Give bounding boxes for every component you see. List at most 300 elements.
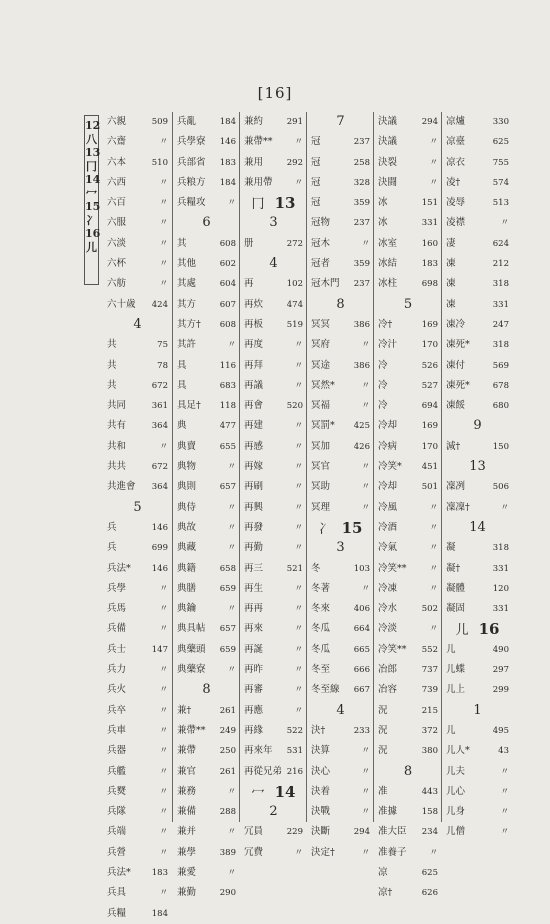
entry-page-number: 233 (353, 725, 370, 736)
index-entry (240, 640, 307, 660)
entry-page-number: 〃 (227, 522, 236, 533)
entry-page-number: 〃 (294, 705, 303, 716)
entry-term: 兼勤 (177, 887, 197, 899)
entry-term: 況 (378, 704, 388, 716)
index-entry (442, 782, 513, 802)
index-entry (173, 132, 240, 152)
index-entry (442, 396, 513, 416)
entry-page-number: 〃 (294, 644, 303, 655)
index-entry (307, 802, 374, 822)
entry-page-number: 〃 (159, 847, 168, 858)
entry-page-number: 〃 (159, 583, 168, 594)
entry-term: 冠 (311, 197, 321, 209)
entry-page-number: 297 (492, 665, 509, 676)
entry-page-number: 608 (219, 319, 236, 330)
entry-page-number: 665 (353, 644, 370, 655)
index-entry (240, 822, 307, 842)
entry-term: 再建 (244, 420, 264, 432)
entry-page-number: 237 (353, 137, 370, 148)
index-entry (374, 254, 442, 274)
index-entry (374, 457, 442, 477)
entry-page-number: 607 (219, 299, 236, 310)
index-entry (240, 762, 307, 782)
index-entry (103, 477, 172, 497)
entry-term: 凍餒 (446, 400, 466, 412)
index-entry (240, 234, 307, 254)
index-entry (374, 173, 442, 193)
index-entry (442, 660, 513, 680)
index-entry (240, 295, 307, 315)
section-heading-label: 4 (269, 256, 278, 272)
entry-term: 兼† (177, 704, 192, 716)
entry-page-number: 〃 (159, 441, 168, 452)
entry-term: 六服 (107, 217, 127, 229)
entry-page-number: 672 (151, 462, 168, 473)
section-heading-label: 6 (202, 215, 211, 231)
entry-term: 兼帶 (177, 745, 197, 757)
entry-page-number: 〃 (429, 847, 438, 858)
entry-term: 共 (107, 359, 117, 371)
entry-page-number: 330 (492, 117, 509, 127)
index-entry (442, 762, 513, 782)
entry-term: 再再 (244, 603, 264, 615)
thumb-index-entry: 13 (85, 146, 101, 159)
entry-term: 決闘 (378, 176, 398, 188)
entry-term: 冰柱 (378, 278, 398, 290)
index-entry (307, 619, 374, 639)
index-entry (442, 213, 513, 233)
entry-page-number: 〃 (500, 218, 509, 229)
entry-term: 兵燹 (107, 785, 127, 797)
section-heading (307, 295, 374, 315)
entry-term: 再應 (244, 704, 264, 716)
index-entry (173, 599, 240, 619)
entry-page-number: 〃 (500, 786, 509, 797)
index-entry (103, 193, 172, 213)
index-entry (374, 559, 442, 579)
entry-page-number: 〃 (361, 482, 370, 493)
index-entry (103, 538, 172, 558)
entry-term: 兵 (107, 542, 117, 554)
entry-page-number: 184 (151, 908, 168, 919)
index-entry (442, 640, 513, 660)
entry-page-number: 75 (157, 340, 168, 351)
entry-page-number: 372 (421, 725, 438, 736)
index-entry (442, 721, 513, 741)
entry-term: 兵士 (107, 643, 127, 655)
radical-thumb-index (84, 115, 99, 285)
index-entry (374, 274, 442, 294)
entry-term: 兵器 (107, 745, 127, 757)
entry-page-number: 443 (421, 786, 438, 797)
index-entry (442, 274, 513, 294)
index-entry (173, 762, 240, 782)
entry-term: 冷 (378, 400, 388, 412)
entry-page-number: 509 (151, 117, 168, 127)
entry-page-number: 294 (353, 827, 370, 838)
index-entry (173, 863, 240, 883)
entry-term: 典物 (177, 461, 197, 473)
index-entry (240, 498, 307, 518)
index-entry (307, 193, 374, 213)
entry-page-number: 258 (353, 157, 370, 168)
entry-page-number: 294 (421, 117, 438, 127)
index-entry (173, 741, 240, 761)
section-heading (103, 315, 172, 335)
entry-term: 兼用帶 (244, 176, 273, 188)
index-entry (173, 457, 240, 477)
section-heading (307, 538, 374, 558)
section-heading (173, 680, 240, 700)
entry-page-number: 249 (219, 725, 236, 736)
entry-term: 冰 (378, 217, 388, 229)
section-heading-label: 冖 14 (251, 782, 296, 801)
entry-page-number: 602 (219, 259, 236, 270)
index-entry (374, 721, 442, 741)
entry-page-number: 116 (219, 360, 236, 371)
entry-page-number: 655 (219, 441, 236, 452)
entry-term: 兼帶** (244, 136, 273, 148)
entry-term: 冷病 (378, 440, 398, 452)
index-entry (240, 173, 307, 193)
entry-page-number: 〃 (429, 157, 438, 168)
index-entry (173, 153, 240, 173)
index-entry (307, 437, 374, 457)
entry-term: 再來 (244, 623, 264, 635)
entry-page-number: 657 (219, 624, 236, 635)
entry-page-number: 〃 (361, 238, 370, 249)
entry-page-number: 〃 (227, 665, 236, 676)
index-entry (103, 173, 172, 193)
index-entry (307, 254, 374, 274)
entry-page-number: 〃 (294, 665, 303, 676)
entry-page-number: 170 (421, 340, 438, 351)
entry-page-number: 506 (492, 482, 509, 493)
entry-page-number: 364 (151, 421, 168, 432)
entry-page-number: 672 (151, 380, 168, 391)
entry-term: 冥然* (311, 379, 335, 391)
index-entry (307, 315, 374, 335)
entry-page-number: 520 (286, 401, 303, 412)
entry-term: 凉爐 (446, 116, 466, 127)
entry-term: 儿蝶 (446, 664, 466, 676)
entry-page-number: 552 (421, 644, 438, 655)
entry-term: 其他 (177, 258, 197, 270)
entry-page-number: 〃 (500, 502, 509, 513)
index-entry (374, 619, 442, 639)
entry-term: 兵車 (107, 724, 127, 736)
entry-page-number: 667 (353, 685, 370, 696)
entry-term: 冷笑** (378, 562, 407, 574)
index-entry (103, 416, 172, 436)
thumb-index-entry: 14 (85, 173, 101, 186)
index-entry (442, 498, 513, 518)
index-entry (374, 193, 442, 213)
index-entry (307, 213, 374, 233)
entry-page-number: 331 (492, 604, 509, 615)
entry-term: 冷風 (378, 501, 398, 513)
index-entry (103, 619, 172, 639)
entry-page-number: 183 (219, 157, 236, 168)
entry-page-number: 247 (492, 319, 509, 330)
radical-number: 16 (478, 620, 500, 639)
entry-page-number: 〃 (429, 583, 438, 594)
entry-page-number: 291 (286, 117, 303, 127)
entry-term: 凉衣 (446, 156, 466, 168)
entry-term: 冷却 (378, 420, 398, 432)
radical-number: 15 (341, 518, 363, 537)
thumb-index-entry: 冂 (86, 159, 97, 173)
thumb-index-entry: 冖 (86, 186, 97, 200)
index-entry (240, 153, 307, 173)
entry-term: 凜凜† (446, 501, 470, 513)
entry-term: 冰 (378, 197, 388, 209)
section-heading-label: 7 (336, 114, 345, 129)
entry-page-number: 103 (353, 563, 370, 574)
index-entry (442, 599, 513, 619)
section-heading (442, 457, 513, 477)
index-entry (103, 396, 172, 416)
entry-page-number: 〃 (227, 340, 236, 351)
index-entry (173, 416, 240, 436)
index-entry (442, 295, 513, 315)
index-entry (374, 132, 442, 152)
entry-page-number: 〃 (227, 198, 236, 209)
entry-page-number: 〃 (429, 624, 438, 635)
entry-term: 冠木 (311, 237, 331, 249)
index-entry (307, 335, 374, 355)
entry-page-number: 78 (157, 360, 168, 371)
entry-page-number: 〃 (227, 462, 236, 473)
entry-page-number: 〃 (159, 766, 168, 777)
index-entry (307, 356, 374, 376)
entry-term: 共和 (107, 440, 127, 452)
entry-page-number: 574 (492, 177, 509, 188)
entry-page-number: 〃 (159, 198, 168, 209)
section-heading (442, 518, 513, 538)
index-entry (307, 721, 374, 741)
entry-term: 儿 (446, 724, 456, 736)
index-entry (103, 559, 172, 579)
index-entry (240, 660, 307, 680)
index-column (172, 112, 240, 899)
section-heading (240, 802, 307, 822)
entry-term: 冰室 (378, 237, 398, 249)
index-entry (240, 112, 307, 132)
section-heading (240, 254, 307, 274)
index-entry (103, 802, 172, 822)
entry-term: 准據 (378, 806, 398, 818)
entry-term: 兵端 (107, 826, 127, 838)
entry-term: 凉† (378, 887, 393, 899)
index-entry (103, 701, 172, 721)
entry-page-number: 699 (151, 543, 168, 554)
entry-page-number: 234 (421, 827, 438, 838)
index-entry (173, 376, 240, 396)
entry-term: 決斷 (311, 826, 331, 838)
entry-term: 兼學 (177, 846, 197, 858)
entry-page-number: 331 (492, 299, 509, 310)
index-entry (173, 701, 240, 721)
entry-page-number: 〃 (159, 786, 168, 797)
index-entry (307, 498, 374, 518)
entry-page-number: 〃 (159, 238, 168, 249)
entry-term: 冷水 (378, 603, 398, 615)
index-entry (240, 843, 307, 863)
entry-term: 共有 (107, 420, 127, 432)
entry-term: 兼愛 (177, 866, 197, 878)
entry-page-number: 〃 (227, 867, 236, 878)
entry-page-number: 659 (219, 583, 236, 594)
entry-term: 兵隊 (107, 806, 127, 818)
entry-page-number: 146 (219, 137, 236, 148)
index-entry (374, 396, 442, 416)
entry-term: 六齋 (107, 136, 127, 148)
entry-term: 其許 (177, 339, 197, 351)
entry-term: 六百 (107, 197, 127, 209)
index-entry (173, 173, 240, 193)
entry-page-number: 477 (219, 421, 236, 432)
index-column (103, 112, 172, 919)
entry-term: 減† (446, 440, 461, 452)
entry-term: 冷 (378, 379, 388, 391)
entry-page-number: 626 (421, 888, 438, 899)
index-entry (103, 863, 172, 883)
index-entry (374, 640, 442, 660)
entry-term: 准養子 (378, 846, 407, 858)
index-entry (240, 457, 307, 477)
entry-page-number: 659 (219, 644, 236, 655)
thumb-index-entry: 16 (85, 227, 101, 240)
entry-term: 再三 (244, 562, 264, 574)
entry-term: 冥助 (311, 481, 331, 493)
entry-page-number: 〃 (159, 827, 168, 838)
entry-page-number: 331 (492, 563, 509, 574)
thumb-index-entry: 冫 (86, 213, 97, 227)
entry-page-number: 〃 (294, 441, 303, 452)
section-heading-label: 2 (269, 804, 278, 820)
section-heading-label: 1 (473, 702, 482, 718)
entry-term: 再從兄弟 (244, 765, 283, 777)
index-entry (442, 254, 513, 274)
entry-term: 典 (177, 420, 187, 432)
index-entry (103, 762, 172, 782)
entry-term: 六本 (107, 156, 127, 168)
entry-page-number: 〃 (500, 807, 509, 818)
entry-page-number: 272 (286, 238, 303, 249)
entry-term: 兵具 (107, 887, 127, 899)
index-entry (173, 579, 240, 599)
entry-term: 准大臣 (378, 826, 407, 838)
entry-page-number: 526 (421, 360, 438, 371)
entry-term: 兵 (107, 521, 117, 533)
index-entry (442, 234, 513, 254)
thumb-index-entry: 12 (85, 119, 101, 132)
index-entry (103, 741, 172, 761)
entry-term: 儿身 (446, 806, 466, 818)
index-entry (374, 660, 442, 680)
entry-page-number: 292 (286, 157, 303, 168)
entry-page-number: 102 (286, 279, 303, 290)
index-entry (103, 599, 172, 619)
index-entry (103, 660, 172, 680)
entry-page-number: 〃 (361, 583, 370, 594)
index-entry (240, 741, 307, 761)
index-entry (103, 356, 172, 376)
entry-page-number: 43 (498, 746, 509, 757)
index-entry (173, 782, 240, 802)
entry-page-number: 215 (421, 705, 438, 716)
index-entry (307, 680, 374, 700)
index-entry (307, 477, 374, 497)
index-column (373, 112, 442, 899)
entry-page-number: 527 (421, 380, 438, 391)
entry-term: 具足† (177, 400, 201, 412)
section-heading-label: 8 (202, 682, 211, 698)
entry-term: 兵法* (107, 866, 131, 878)
index-entry (374, 843, 442, 863)
entry-page-number: 146 (151, 522, 168, 533)
entry-page-number: 380 (421, 746, 438, 757)
entry-page-number: 318 (492, 340, 509, 351)
entry-page-number: 〃 (294, 421, 303, 432)
entry-term: 兵學寮 (177, 136, 206, 148)
index-entry (103, 376, 172, 396)
index-entry (374, 518, 442, 538)
index-entry (103, 274, 172, 294)
radical-number: 13 (274, 194, 296, 213)
index-entry (307, 376, 374, 396)
entry-term: 兼用 (244, 156, 264, 168)
index-entry (240, 599, 307, 619)
index-entry (442, 376, 513, 396)
section-heading (240, 782, 307, 802)
index-entry (173, 437, 240, 457)
index-entry (173, 518, 240, 538)
entry-page-number: 〃 (361, 401, 370, 412)
index-entry (307, 782, 374, 802)
entry-term: 凍付 (446, 359, 466, 371)
entry-term: 冠 (311, 176, 321, 188)
entry-term: 兼官 (177, 765, 197, 777)
entry-term: 冥理 (311, 501, 331, 513)
thumb-index-entry: 儿 (86, 240, 97, 254)
entry-term: 共 (107, 339, 117, 351)
index-entry (240, 701, 307, 721)
entry-page-number: 522 (286, 725, 303, 736)
index-entry (103, 518, 172, 538)
index-entry (173, 234, 240, 254)
entry-page-number: 〃 (361, 462, 370, 473)
entry-term: 典故 (177, 521, 197, 533)
entry-term: 兵亂 (177, 116, 197, 127)
index-entry (442, 802, 513, 822)
index-entry (173, 538, 240, 558)
index-entry (240, 335, 307, 355)
index-entry (240, 559, 307, 579)
entry-page-number: 〃 (159, 807, 168, 818)
index-entry (103, 335, 172, 355)
entry-page-number: 424 (151, 299, 168, 310)
section-heading-label: 4 (133, 316, 142, 332)
entry-page-number: 389 (219, 847, 236, 858)
entry-page-number: 〃 (227, 604, 236, 615)
index-entry (103, 721, 172, 741)
entry-term: 兵粮方 (177, 176, 206, 188)
entry-page-number: 261 (219, 705, 236, 716)
entry-page-number: 〃 (500, 766, 509, 777)
index-entry (374, 863, 442, 883)
